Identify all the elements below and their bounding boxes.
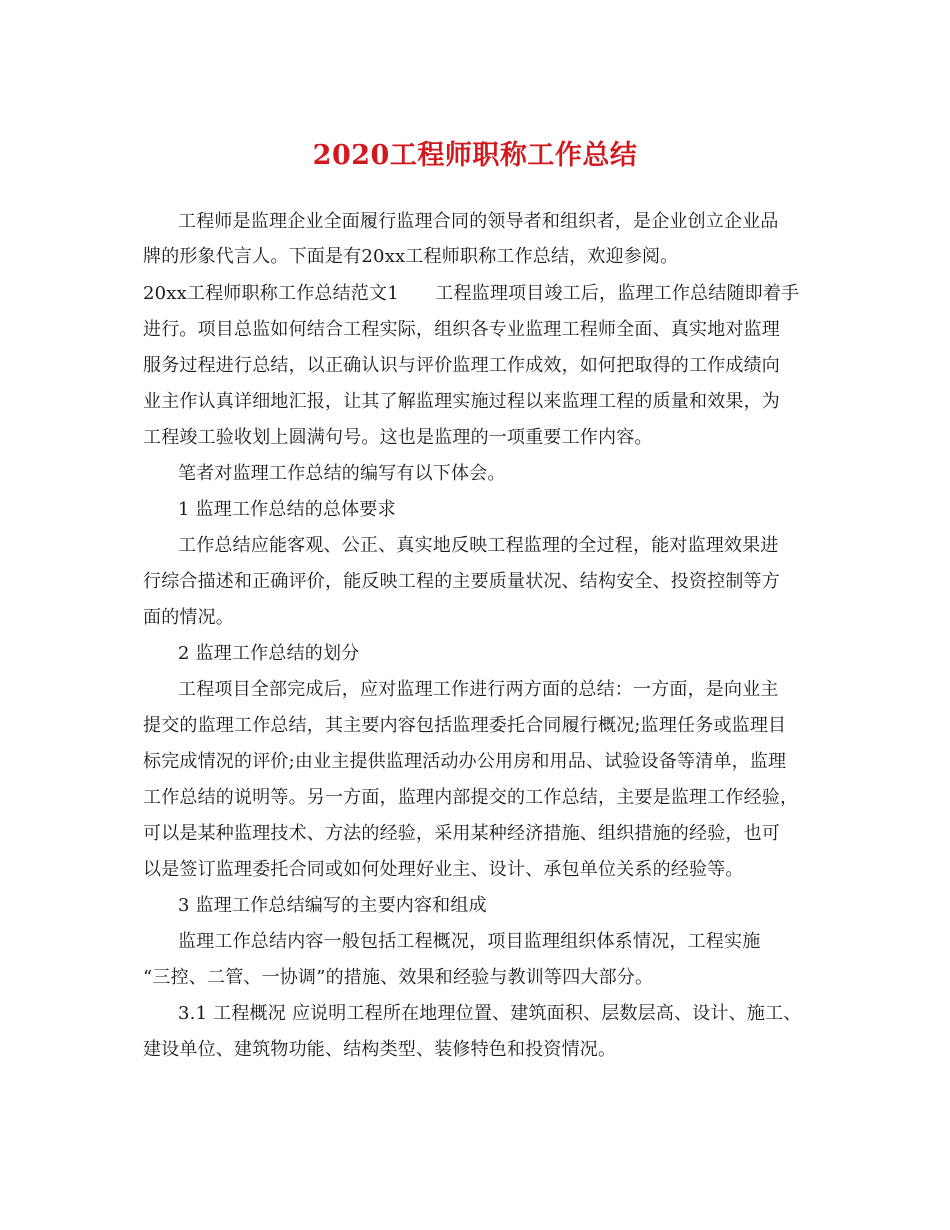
paragraph-line: 提交的监理工作总结，其主要内容包括监理委托合同履行概况;监理任务或监理目 [143, 715, 787, 736]
paragraph-line: 工作总结应能客观、公正、真实地反映工程监理的全过程，能对监理效果进 [178, 535, 779, 556]
paragraph-line: 牌的形象代言人。下面是有20xx工程师职称工作总结，欢迎参阅。 [143, 246, 679, 267]
paragraph-line: 可以是某种监理技术、方法的经验，采用某种经济措施、组织措施的经验，也可 [143, 823, 780, 844]
paragraph-line: 3.1 工程概况 应说明工程所在地理位置、建筑面积、层数层高、设计、施工、 [178, 1003, 802, 1024]
paragraph-line: 进行。项目总监如何结合工程实际，组织各专业监理工程师全面、真实地对监理 [143, 319, 780, 340]
paragraph-line: 工程竣工验收划上圆满句号。这也是监理的一项重要工作内容。 [143, 427, 653, 448]
paragraph-line: 监理工作总结内容一般包括工程概况，项目监理组织体系情况，工程实施 [178, 931, 761, 952]
section-heading: 1 监理工作总结的总体要求 [178, 499, 396, 520]
section-heading: 2 监理工作总结的划分 [178, 643, 360, 664]
paragraph-line: 面的情况。 [143, 607, 234, 628]
paragraph-line: 工程项目全部完成后，应对监理工作进行两方面的总结：一方面，是向业主 [178, 679, 779, 700]
paragraph-line: 行综合描述和正确评价，能反映工程的主要质量状况、结构安全、投资控制等方 [143, 571, 780, 592]
section-heading: 3 监理工作总结编写的主要内容和组成 [178, 895, 487, 916]
paragraph-line: 以是签订监理委托合同或如何处理好业主、设计、承包单位关系的经验等。 [143, 859, 744, 880]
paragraph-line: 20xx工程师职称工作总结范文1 工程监理项目竣工后，监理工作总结随即着手 [143, 283, 800, 304]
paragraph-line: 业主作认真详细地汇报，让其了解监理实施过程以来监理工程的质量和效果，为 [143, 391, 780, 412]
paragraph-line: 标完成情况的评价;由业主提供监理活动办公用房和用品、试验设备等清单，监理 [143, 751, 787, 772]
paragraph-line: 建设单位、建筑物功能、结构类型、装修特色和投资情况。 [143, 1039, 617, 1060]
document-title: 2020工程师职称工作总结 [312, 140, 638, 171]
paragraph-line: “三控、二管、一协调”的措施、效果和经验与教训等四大部分。 [143, 967, 654, 988]
paragraph-line: 笔者对监理工作总结的编写有以下体会。 [178, 463, 506, 484]
paragraph-line: 工程师是监理企业全面履行监理合同的领导者和组织者，是企业创立企业品 [178, 211, 779, 232]
paragraph-line: 工作总结的说明等。另一方面，监理内部提交的工作总结，主要是监理工作经验， [143, 787, 799, 808]
paragraph-line: 服务过程进行总结，以正确认识与评价监理工作成效，如何把取得的工作成绩向 [143, 355, 780, 376]
